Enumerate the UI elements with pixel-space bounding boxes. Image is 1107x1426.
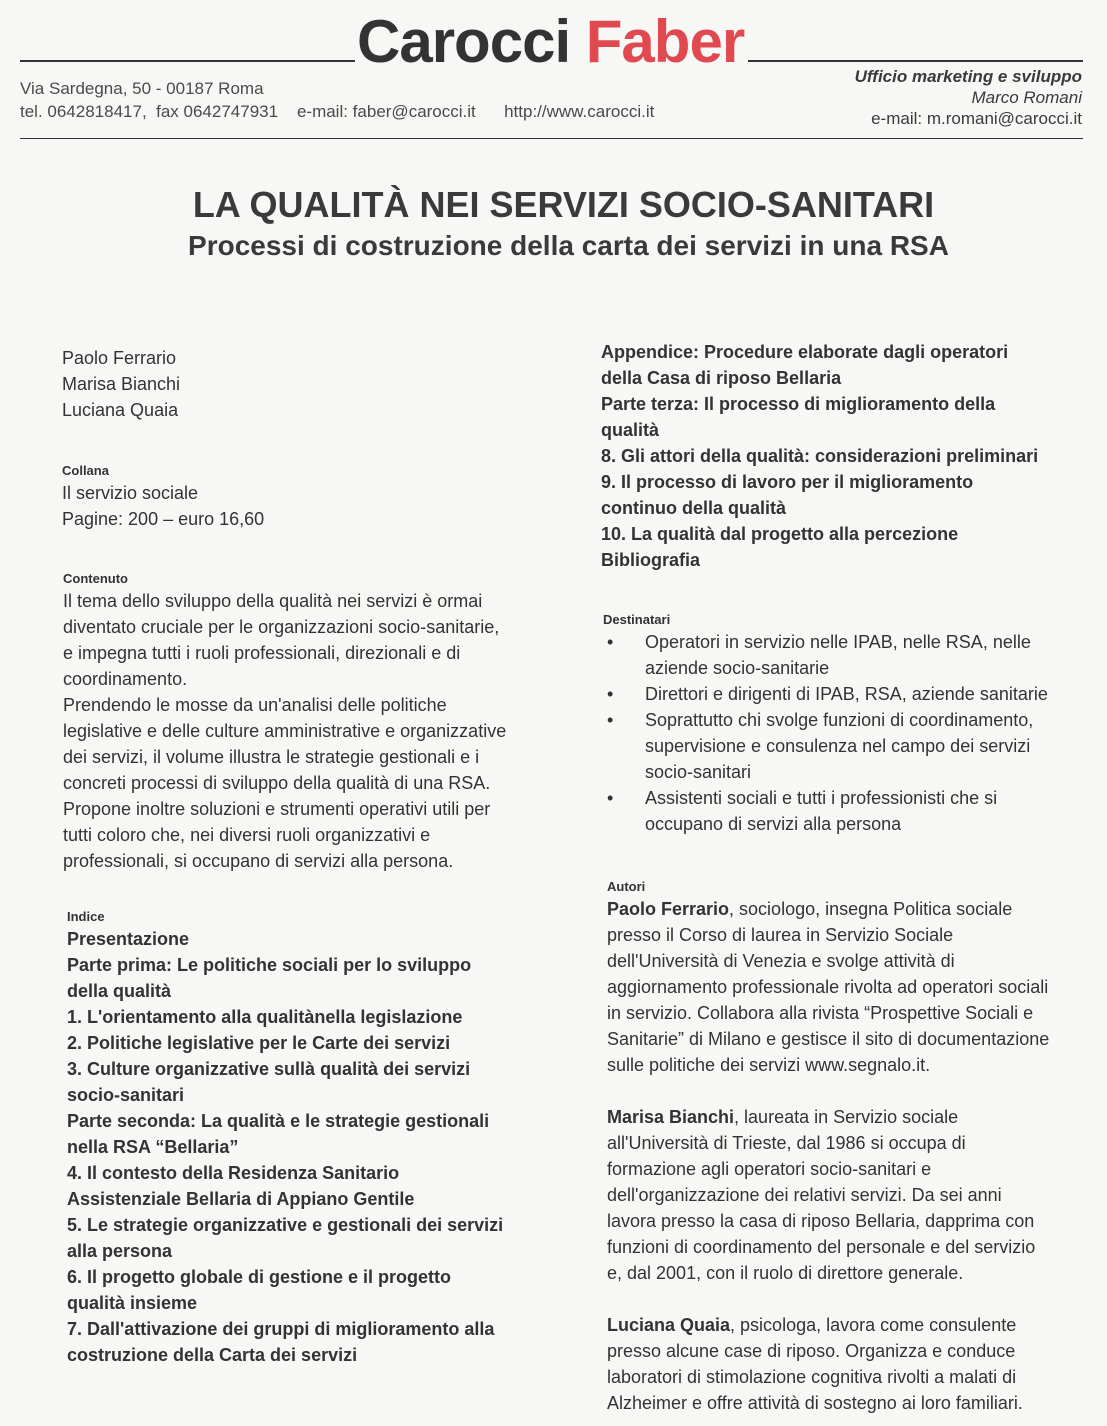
author-name: Paolo Ferrario	[62, 348, 177, 368]
indice-section	[67, 908, 567, 1368]
book-title: LA QUALITÀ NEI SERVIZI SOCIO-SANITARI	[192, 184, 935, 225]
content-line: concreti processi di sviluppo della qualità di una RSA.	[63, 773, 491, 793]
brand-name-carocci: Carocci	[357, 8, 571, 75]
index-entry: Appendice: Procedure elaborate dagli operatori	[601, 342, 1009, 362]
index-entry: qualità insieme	[67, 1293, 198, 1313]
index-entry: 2. Politiche legislative per le Carte dei servizi	[67, 1033, 451, 1053]
index-entry: 3. Culture organizzative sullà qualità dei servizi	[67, 1059, 471, 1079]
destinatari-section	[603, 611, 1073, 837]
content-line: coordinamento.	[63, 669, 188, 689]
section-label: Destinatari	[603, 612, 671, 627]
list-item: • Soprattutto chi svolge funzioni di coordinamento, supervisione e consulenza nel campo dei servizi socio-sanitari	[603, 707, 1073, 785]
content-line: e impegna tutti i ruoli professionali, direzionali e di	[63, 643, 461, 663]
author-bio	[607, 896, 1087, 1078]
brand-logo	[357, 2, 744, 82]
contenuto-section	[63, 570, 543, 874]
list-item: • Operatori in servizio nelle IPAB, nelle RSA, nelle aziende socio-sanitarie	[603, 629, 1073, 681]
content-line: tutti coloro che, nei diversi ruoli organizzativi e	[63, 825, 431, 845]
index-entry: 5. Le strategie organizzative e gestionali dei servizi	[67, 1215, 504, 1235]
header-bottom-rule	[20, 138, 1083, 139]
index-entry: Presentazione	[67, 929, 190, 949]
index-entry: alla persona	[67, 1241, 173, 1261]
section-label: Indice	[67, 909, 105, 924]
book-subtitle: Processi di costruzione della carta dei servizi in una RSA	[188, 230, 949, 261]
contact-email: e-mail: m.romani@carocci.it	[871, 109, 1082, 128]
publisher-contacts: tel. 0642818417, fax 0642747931 e-mail: faber@carocci.it http://www.carocci.it	[20, 102, 655, 121]
author-bio-name: Luciana Quaia	[607, 1315, 731, 1335]
author-name: Marisa Bianchi	[62, 374, 181, 394]
audience-list	[603, 629, 1073, 837]
index-entry: Assistenziale Bellaria di Appiano Gentile	[67, 1189, 415, 1209]
section-label: Contenuto	[63, 571, 128, 586]
author-bio-name: Marisa Bianchi	[607, 1107, 735, 1127]
index-entry: della Casa di riposo Bellaria	[601, 368, 842, 388]
list-item: • Direttori e dirigenti di IPAB, RSA, aziende sanitarie	[603, 681, 1073, 707]
contact-person: Marco Romani	[971, 88, 1082, 107]
marketing-contact	[855, 66, 1082, 129]
index-entry: Parte terza: Il processo di miglioramento della	[601, 394, 996, 414]
author-bio-text: , laureata in Servizio sociale all'Università di Trieste, dal 1986 si occupa di formazione agli operatori socio-sanitari e dell'organizzazione dei relativi servizi. Da sei anni lavora presso la casa di riposo Bellaria, dapprima con funzioni di coordinamento del personale e del servizio e, dal 2001, con il ruolo di direttore generale.	[607, 1107, 1036, 1283]
index-entry: 6. Il progetto globale di gestione e il progetto	[67, 1267, 452, 1287]
header-rule-left	[20, 60, 355, 62]
content-line: Prendendo le mosse da un'analisi delle politiche	[63, 695, 447, 715]
index-entry: 1. L'orientamento alla qualitànella legislazione	[67, 1007, 463, 1027]
autori-section	[607, 878, 1087, 1416]
index-entry: qualità	[601, 420, 660, 440]
author-bio-text: , psicologa, lavora come consulente presso alcune case di riposo. Organizza e conduce laboratori di stimolazione cognitiva rivolti a malati di Alzheimer e offre attività di sostegno ai loro familiari.	[607, 1315, 1023, 1413]
section-label: Autori	[607, 879, 646, 894]
index-entry: 7. Dall'attivazione dei gruppi di miglioramento alla	[67, 1319, 495, 1339]
index-entry: nella RSA “Bellaria”	[67, 1137, 239, 1157]
author-bio	[607, 1104, 1087, 1286]
content-line: Il tema dello sviluppo della qualità nei servizi è ormai	[63, 591, 483, 611]
author-bio	[607, 1312, 1087, 1416]
indice-continued	[601, 339, 1081, 573]
pages-price: Pagine: 200 – euro 16,60	[62, 509, 265, 529]
index-entry: costruzione della Carta dei servizi	[67, 1345, 358, 1365]
index-entry: 8. Gli attori della qualità: considerazioni preliminari	[601, 446, 1039, 466]
publisher-address: Via Sardegna, 50 - 00187 Roma	[20, 79, 264, 98]
index-entry: socio-sanitari	[67, 1085, 185, 1105]
header-rule-right	[748, 60, 1083, 62]
index-entry: Bibliografia	[601, 550, 701, 570]
author-bio-name: Paolo Ferrario	[607, 899, 730, 919]
brand-name-faber: Faber	[585, 8, 745, 75]
series-name: Il servizio sociale	[62, 483, 199, 503]
author-bio-text: , sociologo, insegna Politica sociale presso il Corso di laurea in Servizio Sociale dell'Università di Venezia e svolge attività di aggiornamento professionale rivolta ad operatori sociali in servizio. Collabora alla rivista “Prospettive Sociali e Sanitarie” di Milano e gestisce il sito di documentazione sulle politiche dei servizi www.segnalo.it.	[607, 899, 1050, 1075]
content-line: legislative e delle culture amministrative e organizzative	[63, 721, 507, 741]
author-name: Luciana Quaia	[62, 400, 179, 420]
content-line: Propone inoltre soluzioni e strumenti operativi utili per	[63, 799, 491, 819]
index-entry: 4. Il contesto della Residenza Sanitario	[67, 1163, 400, 1183]
collana-section	[62, 462, 542, 532]
list-item: • Assistenti sociali e tutti i professionisti che si occupano di servizi alla persona	[603, 785, 1073, 837]
index-entry: 9. Il processo di lavoro per il miglioramento	[601, 472, 974, 492]
index-entry: continuo della qualità	[601, 498, 787, 518]
content-line: professionali, si occupano di servizi alla persona.	[63, 851, 454, 871]
index-entry: Parte seconda: La qualità e le strategie gestionali	[67, 1111, 490, 1131]
office-name: Ufficio marketing e sviluppo	[854, 67, 1082, 86]
section-label: Collana	[62, 463, 109, 478]
index-entry: Parte prima: Le politiche sociali per lo sviluppo	[67, 955, 472, 975]
index-entry: 10. La qualità dal progetto alla percezione	[601, 524, 959, 544]
content-line: diventato cruciale per le organizzazioni socio-sanitarie,	[63, 617, 500, 637]
index-entry: della qualità	[67, 981, 172, 1001]
content-line: dei servizi, il volume illustra le strategie gestionali e i	[63, 747, 480, 767]
authors-list	[62, 345, 542, 423]
